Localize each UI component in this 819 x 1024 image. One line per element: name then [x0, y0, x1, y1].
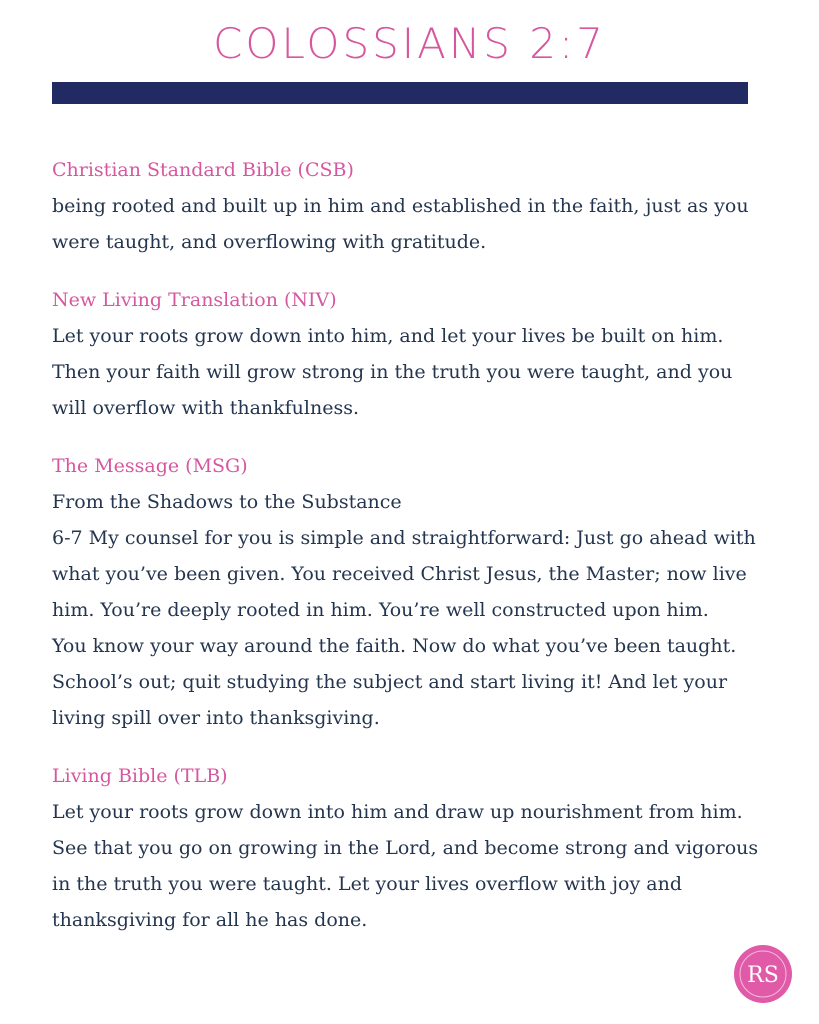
verse-line: Let your roots grow down into him, and let your lives be built on him.	[52, 325, 724, 347]
verse-line: will overflow with thankfulness.	[52, 397, 360, 419]
rs-logo-icon	[734, 945, 792, 1003]
verse-line: him. You’re deeply rooted in him. You’re well constructed upon him.	[52, 599, 709, 621]
page-title: COLOSSIANS 2:7	[213, 19, 606, 68]
verse-line: See that you go on growing in the Lord, and become strong and vigorous	[52, 837, 759, 859]
verse-line: Let your roots grow down into him and draw up nourishment from him.	[52, 801, 743, 823]
verse-line: being rooted and built up in him and established in the faith, just as you	[52, 195, 749, 217]
verse-line: School’s out; quit studying the subject and start living it! And let your	[52, 671, 728, 693]
header-divider-bar	[52, 82, 748, 104]
verse-line: You know your way around the faith. Now do what you’ve been taught.	[52, 635, 737, 657]
translations-list	[52, 152, 792, 960]
logo-monogram-text: RS	[747, 963, 779, 988]
verse-line: were taught, and overflowing with gratitude.	[52, 231, 487, 253]
translation-msg	[52, 448, 792, 736]
verse-line: Then your faith will grow strong in the truth you were taught, and you	[52, 361, 733, 383]
translation-nlt	[52, 282, 792, 426]
verse-line: From the Shadows to the Substance	[52, 491, 402, 513]
rs-monogram-icon	[734, 945, 792, 1003]
translation-heading: New Living Translation (NIV)	[52, 289, 337, 311]
verse-line: what you’ve been given. You received Christ Jesus, the Master; now live	[52, 563, 747, 585]
translation-csb	[52, 152, 792, 260]
translation-tlb	[52, 758, 792, 938]
verse-line: living spill over into thanksgiving.	[52, 707, 380, 729]
translation-heading: Christian Standard Bible (CSB)	[52, 159, 354, 181]
verse-line: thanksgiving for all he has done.	[52, 909, 368, 931]
verse-line: in the truth you were taught. Let your lives overflow with joy and	[52, 873, 682, 895]
translation-heading: The Message (MSG)	[52, 455, 248, 477]
translation-heading: Living Bible (TLB)	[52, 765, 228, 787]
verse-line: 6-7 My counsel for you is simple and straightforward: Just go ahead with	[52, 527, 756, 549]
